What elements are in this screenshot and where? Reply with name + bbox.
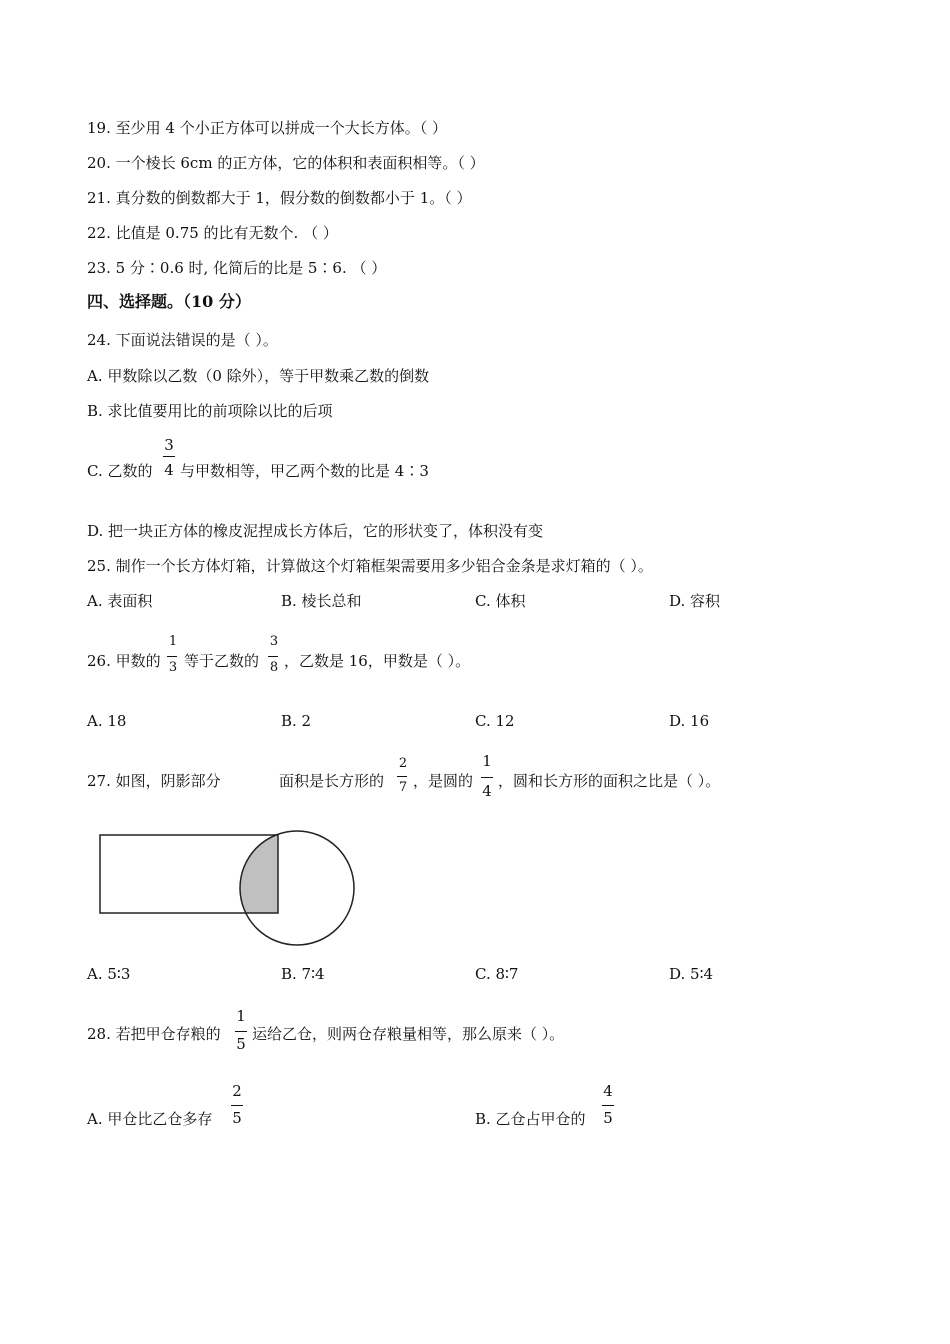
question-27-option-d: D. 5∶4 bbox=[669, 965, 714, 983]
question-27-option-c: C. 8∶7 bbox=[475, 965, 519, 983]
question-26-option-c: C. 12 bbox=[475, 712, 515, 730]
q28-option-a-text: A. 甲仓比乙仓多存 bbox=[87, 1110, 213, 1128]
option-c-prefix: C. 乙数的 bbox=[87, 462, 153, 480]
fraction-numerator: 4 bbox=[603, 1082, 613, 1100]
question-25-option-b: B. 棱长总和 bbox=[281, 592, 362, 610]
question-25-option-a: A. 表面积 bbox=[87, 592, 153, 610]
q26-prefix: 26. 甲数的 bbox=[87, 652, 161, 670]
fraction-denominator: 5 bbox=[236, 1035, 246, 1053]
fraction-denominator: 7 bbox=[398, 780, 408, 795]
fraction-denominator: 4 bbox=[164, 461, 174, 479]
question-25-stem: 25. 制作一个长方体灯箱，计算做这个灯箱框架需要用多少铝合金条是求灯箱的（ ）。 bbox=[87, 557, 653, 575]
fraction-denominator: 5 bbox=[603, 1109, 613, 1127]
question-26-option-b: B. 2 bbox=[281, 712, 312, 730]
question-25-option-d: D. 容积 bbox=[669, 592, 721, 610]
q26-suffix: ，乙数是 16，甲数是（ ）。 bbox=[284, 652, 471, 670]
fraction-denominator: 5 bbox=[232, 1109, 242, 1127]
question-24-stem: 24. 下面说法错误的是（ ）。 bbox=[87, 331, 278, 349]
question-22: 22. 比值是 0.75 的比有无数个. （ ） bbox=[87, 224, 338, 242]
fraction-numerator: 1 bbox=[482, 752, 492, 770]
question-21: 21. 真分数的倒数都大于 1，假分数的倒数都小于 1。（ ） bbox=[87, 189, 472, 207]
fraction-numerator: 1 bbox=[168, 634, 178, 649]
fraction-numerator: 1 bbox=[236, 1007, 246, 1025]
question-24-option-d: D. 把一块正方体的橡皮泥捏成长方体后，它的形状变了，体积没有变 bbox=[87, 522, 544, 540]
q28-suffix: 运给乙仓，则两仓存粮量相等，那么原来（ ）。 bbox=[252, 1025, 565, 1043]
fraction-numerator: 2 bbox=[232, 1082, 242, 1100]
question-25-option-c: C. 体积 bbox=[475, 592, 526, 610]
q27-middle: 面积是长方形的 bbox=[279, 772, 385, 790]
question-24-option-a: A. 甲数除以乙数（0 除外），等于甲数乘乙数的倒数 bbox=[87, 367, 430, 385]
fraction-bar bbox=[268, 656, 278, 657]
question-26-option-d: D. 16 bbox=[669, 712, 710, 730]
fraction-bar bbox=[602, 1105, 614, 1106]
section-title: 四、选择题。（10 分） bbox=[87, 292, 251, 311]
question-20: 20. 一个棱长 6cm 的正方体，它的体积和表面积相等。（ ） bbox=[87, 154, 485, 172]
q28-prefix: 28. 若把甲仓存粮的 bbox=[87, 1025, 221, 1043]
q27-middle-2: ，是圆的 bbox=[413, 772, 474, 790]
fraction-denominator: 3 bbox=[168, 660, 178, 675]
fraction-denominator: 4 bbox=[482, 782, 492, 800]
q27-suffix: ，圆和长方形的面积之比是（ ）。 bbox=[498, 772, 721, 790]
fraction-numerator: 3 bbox=[269, 634, 279, 649]
fraction-bar bbox=[235, 1031, 247, 1032]
fraction-numerator: 2 bbox=[398, 756, 408, 771]
question-19: 19. 至少用 4 个小正方体可以拼成一个大长方体。（ ） bbox=[87, 119, 447, 137]
rectangle-circle-figure bbox=[95, 825, 365, 953]
fraction-bar bbox=[163, 456, 175, 457]
fraction-bar bbox=[231, 1105, 243, 1106]
q27-prefix: 27. 如图，阴影部分 bbox=[87, 772, 221, 790]
question-27-option-a: A. 5∶3 bbox=[87, 965, 131, 983]
option-c-suffix: 与甲数相等，甲乙两个数的比是 4∶3 bbox=[180, 462, 429, 480]
fraction-numerator: 3 bbox=[164, 436, 174, 454]
fraction-bar bbox=[167, 656, 177, 657]
question-24-option-b: B. 求比值要用比的前项除以比的后项 bbox=[87, 402, 333, 420]
q26-middle: 等于乙数的 bbox=[184, 652, 260, 670]
fraction-bar bbox=[397, 776, 407, 777]
question-23: 23. 5 分∶0.6 时, 化简后的比是 5∶6. （ ） bbox=[87, 259, 387, 277]
question-27-option-b: B. 7∶4 bbox=[281, 965, 325, 983]
question-26-option-a: A. 18 bbox=[87, 712, 127, 730]
q28-option-b-text: B. 乙仓占甲仓的 bbox=[475, 1110, 586, 1128]
fraction-bar bbox=[481, 777, 493, 778]
fraction-denominator: 8 bbox=[269, 660, 279, 675]
